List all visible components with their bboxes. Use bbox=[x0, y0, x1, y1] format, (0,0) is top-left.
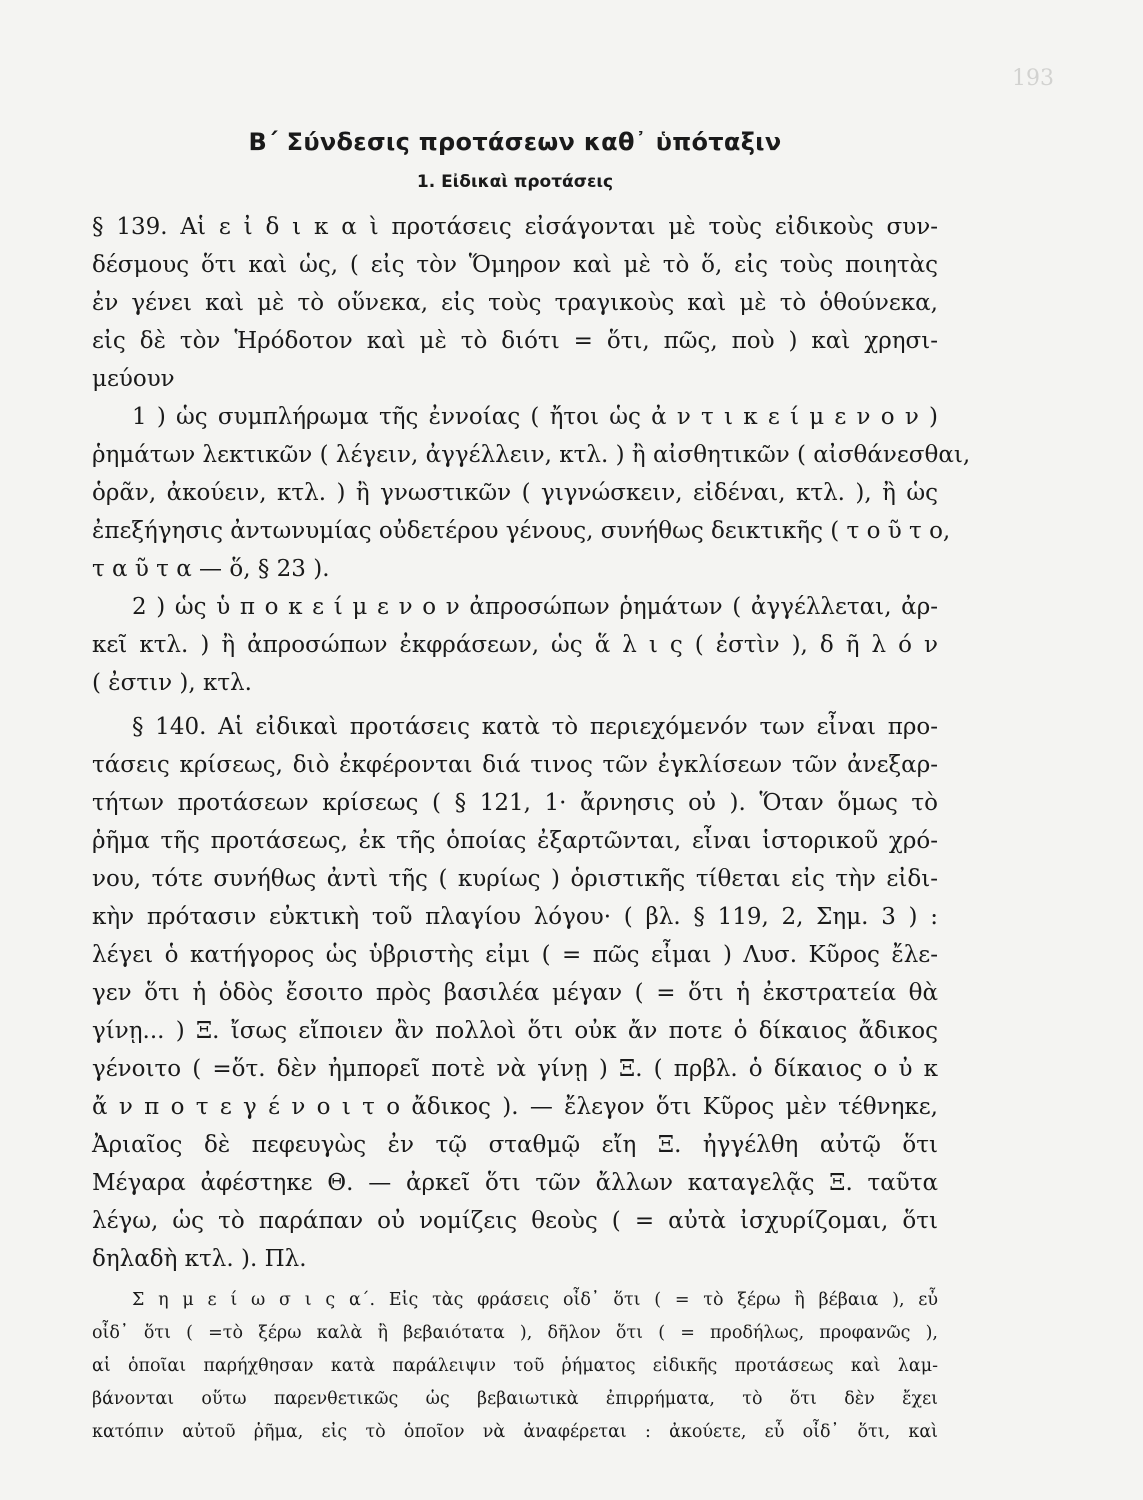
text-line: Ἀριαῖος δὲ πεφευγὼς ἐν τῷ σταθμῷ εἴη Ξ. ἠγγέλθη αὐτῷ ὅτι bbox=[92, 1132, 938, 1158]
note-line: αἱ ὁποῖαι παρήχθησαν κατὰ παράλειψιν τοῦ ῥήματος εἰδικῆς προτάσεως καὶ λαμ- bbox=[92, 1356, 938, 1376]
text-line: γεν ὅτι ἡ ὁδὸς ἔσοιτο πρὸς βασιλέα μέγαν ( = ὅτι ἡ ἐκστρατεία θὰ bbox=[92, 980, 938, 1006]
text-line: 2 ) ὡς ὑ π ο κ ε ί μ ε ν ο ν ἀπροσώπων ῥημάτων ( ἀγγέλλεται, ἀρ- bbox=[132, 594, 938, 620]
text-line: τήτων προτάσεων κρίσεως ( § 121, 1· ἄρνησις οὐ ). Ὅταν ὅμως τὸ bbox=[92, 790, 938, 816]
text-line: νου, τότε συνήθως ἀντὶ τῆς ( κυρίως ) ὁριστικῆς τίθεται εἰς τὴν εἰδι- bbox=[92, 866, 938, 892]
text-line: δέσμους ὅτι καὶ ὡς, ( εἰς τὸν Ὅμηρον καὶ μὲ τὸ ὅ, εἰς τοὺς ποιητὰς bbox=[92, 252, 938, 278]
text-line: Μέγαρα ἀφέστηκε Θ. — ἀρκεῖ ὅτι τῶν ἄλλων καταγελᾷς Ξ. ταῦτα bbox=[92, 1170, 938, 1196]
paragraph-140 bbox=[92, 708, 938, 1278]
note-line: οἶδ᾿ ὅτι ( =τὸ ξέρω καλὰ ἢ βεβαιότατα ), δῆλον ὅτι ( = προδήλως, προφανῶς ), bbox=[92, 1323, 938, 1343]
note-line: κατόπιν αὐτοῦ ῥῆμα, εἰς τὸ ὁποῖον νὰ ἀναφέρεται : ἀκούετε, εὖ οἶδ᾿ ὅτι, καὶ bbox=[92, 1422, 938, 1442]
section-subheading: 1. Εἰδικαὶ προτάσεις bbox=[416, 172, 614, 192]
text-line: 1 ) ὡς συμπλήρωμα τῆς ἐννοίας ( ἤτοι ὡς ἀ ν τ ι κ ε ί μ ε ν ο ν ) bbox=[132, 404, 938, 430]
page-number: 193 bbox=[1012, 66, 1054, 91]
text-line: εἰς δὲ τὸν Ἡρόδοτον καὶ μὲ τὸ διότι = ὅτι, πῶς, ποὺ ) καὶ χρησι- bbox=[92, 328, 938, 354]
text-line: γίνῃ... ) Ξ. ἴσως εἴποιεν ἂν πολλοὶ ὅτι οὐκ ἄν ποτε ὁ δίκαιος ἄδικος bbox=[92, 1018, 938, 1044]
text-line: λέγω, ὡς τὸ παράπαν οὐ νομίζεις θεοὺς ( = αὐτὰ ἰσχυρίζομαι, ὅτι bbox=[92, 1208, 938, 1234]
text-line: ( ἐστιν ), κτλ. bbox=[92, 670, 252, 696]
text-line: ῥημάτων λεκτικῶν ( λέγειν, ἀγγέλλειν, κτλ. ) ἢ αἰσθητικῶν ( αἰσθάνεσθαι, bbox=[92, 442, 971, 468]
note-line: Σ η μ ε ί ω σ ι ς α΄. Εἰς τὰς φράσεις οἶδ᾿ ὅτι ( = τὸ ξέρω ἢ βέβαια ), εὖ bbox=[132, 1290, 938, 1310]
page-content bbox=[92, 128, 971, 1449]
text-line: § 139. Αἱ ε ἰ δ ι κ α ὶ προτάσεις εἰσάγονται μὲ τοὺς εἰδικοὺς συν- bbox=[92, 214, 938, 240]
text-line: ἐν γένει καὶ μὲ τὸ οὕνεκα, εἰς τοὺς τραγικοὺς καὶ μὲ τὸ ὁθούνεκα, bbox=[92, 290, 938, 316]
paragraph-139 bbox=[92, 208, 971, 702]
text-line: ῥῆμα τῆς προτάσεως, ἐκ τῆς ὁποίας ἐξαρτῶνται, εἶναι ἱστορικοῦ χρό- bbox=[92, 828, 938, 854]
chapter-heading: Β΄ Σύνδεσις προτάσεων καθ᾿ ὑπόταξιν bbox=[248, 128, 782, 156]
text-line: ἐπεξήγησις ἀντωνυμίας οὐδετέρου γένους, συνήθως δεικτικῆς ( τ ο ῦ τ ο, bbox=[92, 518, 951, 544]
note-line: βάνονται οὕτω παρενθετικῶς ὡς βεβαιωτικὰ ἐπιρρήματα, τὸ ὅτι δὲν ἔχει bbox=[92, 1389, 938, 1409]
text-line: τάσεις κρίσεως, διὸ ἐκφέρονται διά τινος τῶν ἐγκλίσεων τῶν ἀνεξαρ- bbox=[92, 752, 938, 778]
text-line: κὴν πρότασιν εὐκτικὴ τοῦ πλαγίου λόγου· ( βλ. § 119, 2, Σημ. 3 ) : bbox=[92, 904, 938, 930]
text-line: τ α ῦ τ α — ὅ, § 23 ). bbox=[92, 556, 330, 582]
text-line: ἄ ν π ο τ ε γ έ ν ο ι τ ο ἄδικος ). — ἔλεγον ὅτι Κῦρος μὲν τέθνηκε, bbox=[92, 1094, 938, 1120]
note-alpha bbox=[92, 1284, 938, 1449]
text-line: δηλαδὴ κτλ. ). Πλ. bbox=[92, 1246, 307, 1272]
text-line: ὁρᾶν, ἀκούειν, κτλ. ) ἢ γνωστικῶν ( γιγνώσκειν, εἰδέναι, κτλ. ), ἢ ὡς bbox=[92, 480, 938, 506]
text-line: κεῖ κτλ. ) ἢ ἀπροσώπων ἐκφράσεων, ὡς ἅ λ ι ς ( ἐστὶν ), δ ῆ λ ό ν bbox=[92, 632, 938, 658]
text-line: § 140. Αἱ εἰδικαὶ προτάσεις κατὰ τὸ περιεχόμενόν των εἶναι προ- bbox=[132, 714, 938, 740]
text-line: γένοιτο ( =ὅτ. δὲν ἠμπορεῖ ποτὲ νὰ γίνῃ ) Ξ. ( πρβλ. ὁ δίκαιος ο ὐ κ bbox=[92, 1056, 938, 1082]
text-line: λέγει ὁ κατήγορος ὡς ὑβριστὴς εἰμι ( = πῶς εἶμαι ) Λυσ. Κῦρος ἔλε- bbox=[92, 942, 938, 968]
text-line: μεύουν bbox=[92, 366, 175, 392]
